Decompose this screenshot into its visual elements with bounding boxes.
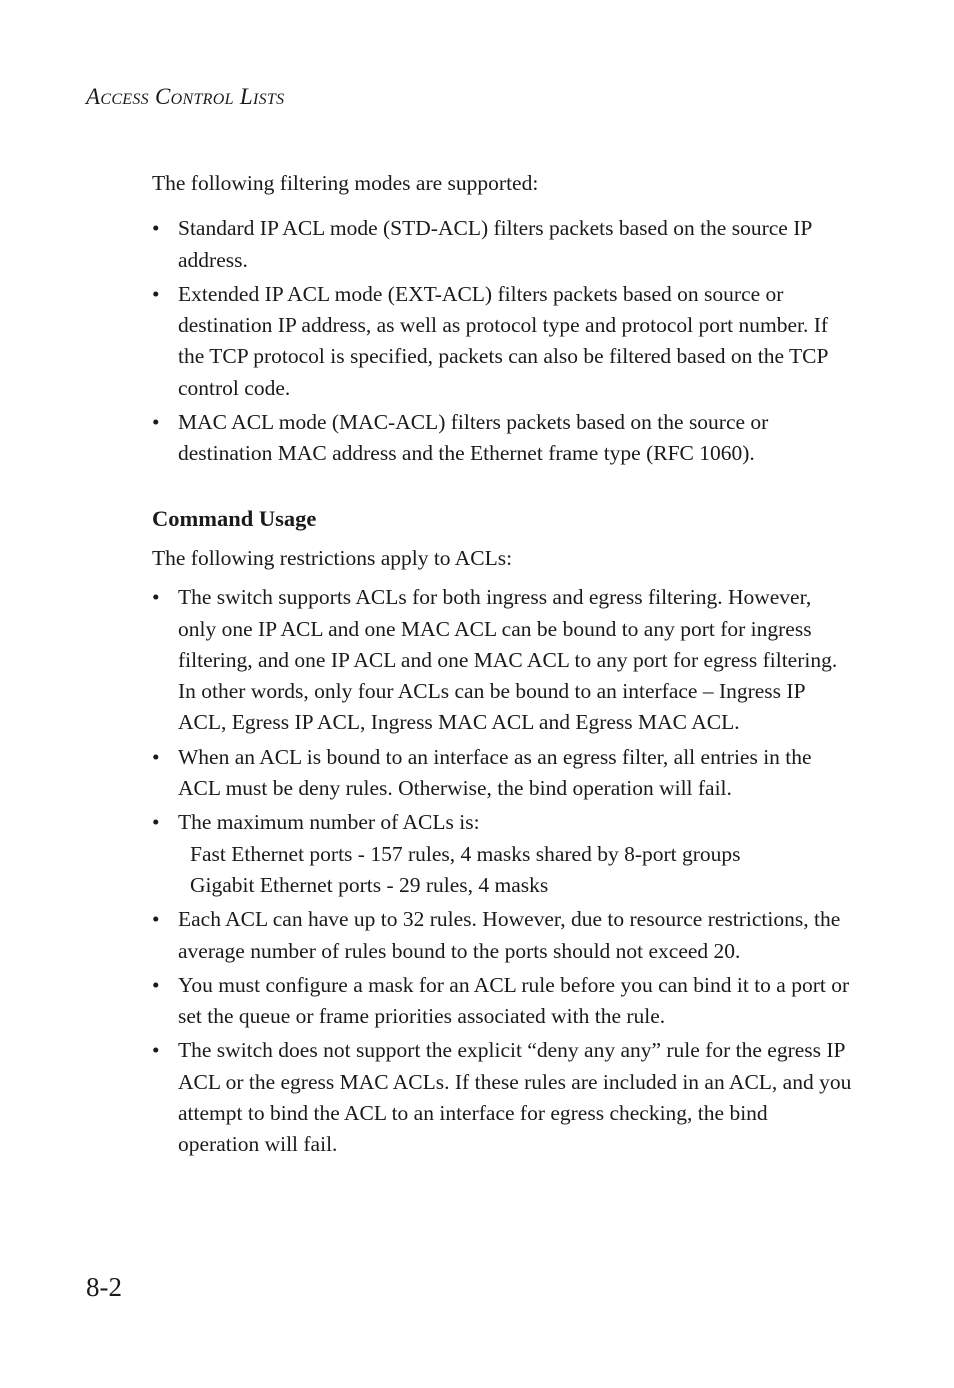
list-item: • The switch supports ACLs for both ingress and egress filtering. However, only one IP ACL and one MAC ACL can be bound to any port for ingress filtering, and one IP ACL and one MAC ACL to any port for egress filtering. In other words, only four ACLs can be bound to an interface – Ingress IP ACL, Egress IP ACL, Ingress MAC ACL and Egress MAC ACL. [152, 582, 852, 738]
filtering-modes-list [152, 213, 852, 469]
list-item: • Standard IP ACL mode (STD-ACL) filters packets based on the source IP address. [152, 213, 852, 276]
list-item: • You must configure a mask for an ACL rule before you can bind it to a port or set the queue or frame priorities associated with the rule. [152, 970, 852, 1033]
intro-paragraph: The following filtering modes are supported: [152, 171, 539, 195]
list-item: • Extended IP ACL mode (EXT-ACL) filters packets based on source or destination IP address, as well as protocol type and protocol port number. If the TCP protocol is specified, packets can also be filtered based on the TCP control code. [152, 279, 852, 404]
max-acl-gigabit-ethernet: Gigabit Ethernet ports - 29 rules, 4 masks [190, 872, 549, 897]
section-intro: The following restrictions apply to ACLs: [152, 545, 513, 570]
list-item [152, 807, 852, 901]
list-item: • MAC ACL mode (MAC-ACL) filters packets based on the source or destination MAC address and the Ethernet frame type (RFC 1060). [152, 407, 852, 470]
restrictions-list [152, 582, 852, 1160]
running-head: Access Control Lists [86, 84, 285, 109]
max-acl-intro: The maximum number of ACLs is: [178, 810, 480, 835]
list-item: • When an ACL is bound to an interface as an egress filter, all entries in the ACL must be deny rules. Otherwise, the bind operation will fail. [152, 742, 852, 805]
max-acl-fast-ethernet: Fast Ethernet ports - 157 rules, 4 masks shared by 8-port groups [190, 841, 741, 866]
list-item: • The switch does not support the explicit “deny any any” rule for the egress IP ACL or the egress MAC ACLs. If these rules are included in an ACL, and you attempt to bind the ACL to an interface for egress checking, the bind operation will fail. [152, 1035, 852, 1160]
page-body [152, 168, 852, 1164]
page-number: 8-2 [86, 1272, 122, 1302]
list-item: • Each ACL can have up to 32 rules. However, due to resource restrictions, the average number of rules bound to the ports should not exceed 20. [152, 904, 852, 967]
section-heading: Command Usage [152, 505, 317, 531]
